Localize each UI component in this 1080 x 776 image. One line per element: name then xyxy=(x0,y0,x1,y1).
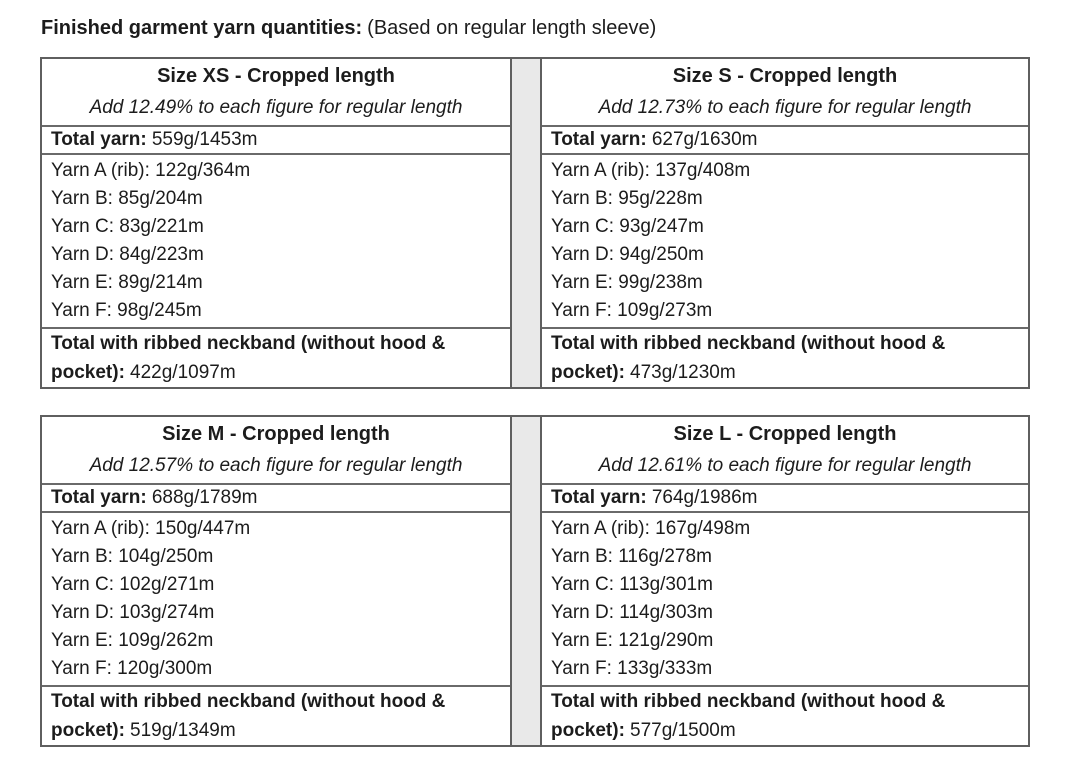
yarn-line-e: Yarn E: 89g/214m xyxy=(51,272,203,293)
yarn-line-b: Yarn B: 104g/250m xyxy=(51,546,214,567)
table-header-cell xyxy=(542,59,1028,127)
total-yarn-row xyxy=(542,127,1028,155)
yarn-list xyxy=(42,513,510,687)
table-note: Add 12.61% to each figure for regular length xyxy=(598,455,972,476)
neckband-total-value: 577g/1500m xyxy=(630,720,736,741)
neckband-total-row xyxy=(542,329,1028,387)
neckband-total-row xyxy=(542,687,1028,745)
yarn-list xyxy=(42,155,510,329)
table-header-cell xyxy=(542,417,1028,485)
table-title: Size XS - Cropped length xyxy=(157,65,395,87)
yarn-line-b: Yarn B: 85g/204m xyxy=(51,188,203,209)
total-yarn-value: 627g/1630m xyxy=(651,129,758,150)
yarn-line-a: Yarn A (rib): 150g/447m xyxy=(51,518,251,539)
yarn-line-e: Yarn E: 99g/238m xyxy=(551,272,703,293)
yarn-list xyxy=(542,513,1028,687)
yarn-line-e: Yarn E: 121g/290m xyxy=(551,630,714,651)
total-yarn-row xyxy=(542,485,1028,513)
table-header-cell xyxy=(42,59,510,127)
yarn-line-f: Yarn F: 120g/300m xyxy=(51,658,213,679)
total-yarn-value: 688g/1789m xyxy=(151,487,258,508)
page-title-bold: Finished garment yarn quantities: xyxy=(41,17,363,39)
yarn-line-a: Yarn A (rib): 122g/364m xyxy=(51,160,251,181)
neckband-total-value: 473g/1230m xyxy=(630,362,736,383)
yarn-line-d: Yarn D: 114g/303m xyxy=(551,602,713,623)
yarn-line-c: Yarn C: 83g/221m xyxy=(51,216,204,237)
table-group-bottom xyxy=(40,415,1030,747)
yarn-line-d: Yarn D: 84g/223m xyxy=(51,244,204,265)
table-note: Add 12.49% to each figure for regular length xyxy=(89,97,463,118)
table-header-cell xyxy=(42,417,510,485)
yarn-table-m xyxy=(40,417,512,745)
yarn-line-d: Yarn D: 103g/274m xyxy=(51,602,215,623)
table-group-top xyxy=(40,57,1030,389)
neckband-total-label: Total with ribbed neckband (without hood & pocket): xyxy=(551,333,946,383)
neckband-total-value: 422g/1097m xyxy=(130,362,236,383)
yarn-list xyxy=(542,155,1028,329)
yarn-line-b: Yarn B: 95g/228m xyxy=(551,188,703,209)
yarn-line-f: Yarn F: 98g/245m xyxy=(51,300,202,321)
neckband-total-value: 519g/1349m xyxy=(130,720,236,741)
total-yarn-row xyxy=(42,485,510,513)
neckband-total-label: Total with ribbed neckband (without hood & pocket): xyxy=(51,333,446,383)
yarn-line-c: Yarn C: 102g/271m xyxy=(51,574,215,595)
total-yarn-value: 559g/1453m xyxy=(151,129,258,150)
yarn-line-f: Yarn F: 109g/273m xyxy=(551,300,713,321)
yarn-line-c: Yarn C: 93g/247m xyxy=(551,216,704,237)
table-title: Size L - Cropped length xyxy=(673,423,897,445)
neckband-total-label: Total with ribbed neckband (without hood & pocket): xyxy=(51,691,446,741)
total-yarn-row xyxy=(42,127,510,155)
yarn-table-xs xyxy=(40,59,512,387)
total-yarn-label: Total yarn: xyxy=(51,129,147,150)
yarn-line-a: Yarn A (rib): 167g/498m xyxy=(551,518,751,539)
total-yarn-label: Total yarn: xyxy=(51,487,147,508)
table-title: Size S - Cropped length xyxy=(672,65,898,87)
neckband-total-label: Total with ribbed neckband (without hood & pocket): xyxy=(551,691,946,741)
yarn-line-e: Yarn E: 109g/262m xyxy=(51,630,214,651)
yarn-line-a: Yarn A (rib): 137g/408m xyxy=(551,160,751,181)
yarn-line-d: Yarn D: 94g/250m xyxy=(551,244,704,265)
yarn-line-c: Yarn C: 113g/301m xyxy=(551,574,713,595)
yarn-line-b: Yarn B: 116g/278m xyxy=(551,546,712,567)
yarn-table-s xyxy=(540,59,1030,387)
yarn-line-f: Yarn F: 133g/333m xyxy=(551,658,713,679)
yarn-table-l xyxy=(540,417,1030,745)
total-yarn-label: Total yarn: xyxy=(551,129,647,150)
total-yarn-value: 764g/1986m xyxy=(651,487,758,508)
total-yarn-label: Total yarn: xyxy=(551,487,647,508)
table-title: Size M - Cropped length xyxy=(162,423,390,445)
neckband-total-row xyxy=(42,329,510,387)
table-note: Add 12.57% to each figure for regular length xyxy=(89,455,463,476)
table-note: Add 12.73% to each figure for regular length xyxy=(598,97,972,118)
page-title xyxy=(41,14,656,42)
page-title-note: (Based on regular length sleeve) xyxy=(367,17,657,39)
neckband-total-row xyxy=(42,687,510,745)
